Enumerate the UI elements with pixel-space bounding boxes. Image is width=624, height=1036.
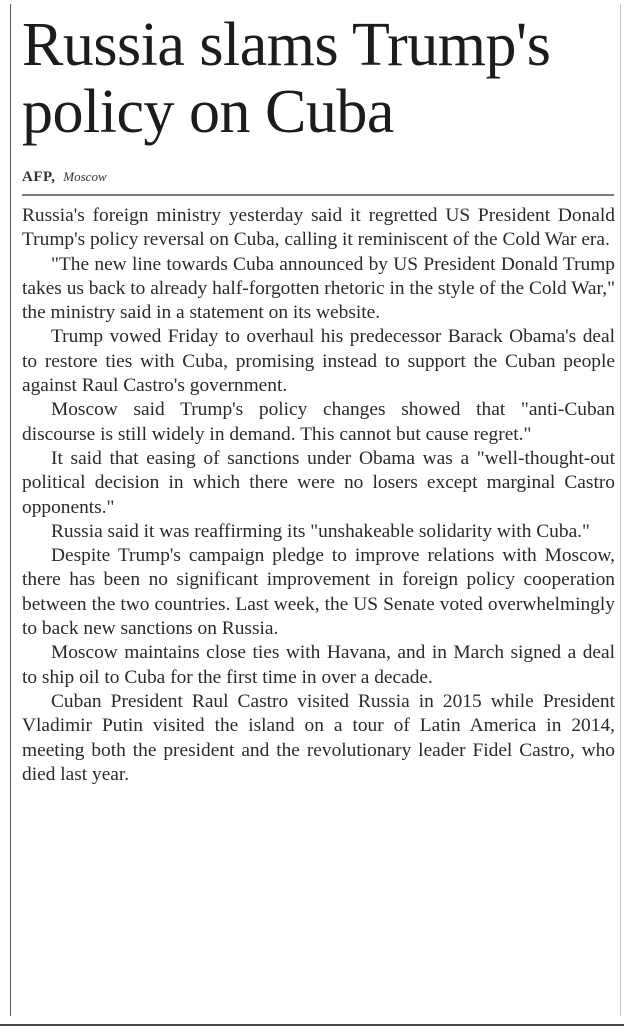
byline-dateline: Moscow [63, 169, 107, 184]
article-paragraph: Russia said it was reaffirming its "unshakeable solidarity with Cuba." [51, 520, 590, 542]
article-paragraph: It said that easing of sanctions under Obama was a "well-thought-out political decision in which there were no losers except marginal Castro opponents." [22, 447, 615, 518]
right-column-rule [620, 4, 621, 1016]
article-paragraph: Moscow maintains close ties with Havana, and in March signed a deal to ship oil to Cuba for the first time in over a decade. [22, 642, 615, 688]
article-paragraph: Despite Trump's campaign pledge to improve relations with Moscow, there has been no significant improvement in foreign policy cooperation between the two countries. Last week, the US Senate voted overwhelmingly to back new sanctions on Russia. [22, 545, 615, 640]
bottom-rule [0, 1024, 624, 1026]
headline: Russia slams Trump's policy on Cuba [22, 11, 551, 146]
article-paragraph: Trump vowed Friday to overhaul his predecessor Barack Obama's deal to restore ties with Cuba, promising instead to support the Cuban people against Raul Castro's government. [22, 326, 615, 397]
article-paragraph: Moscow said Trump's policy changes showed that "anti-Cuban discourse is still widely in demand. This cannot but cause regret." [22, 399, 615, 445]
byline-divider [22, 194, 614, 196]
byline [22, 169, 107, 186]
left-column-rule [10, 4, 11, 1016]
article-paragraph: Russia's foreign ministry yesterday said it regretted US President Donald Trump's policy reversal on Cuba, calling it reminiscent of the Cold War era. [22, 205, 615, 251]
article-body [22, 204, 615, 787]
byline-agency: AFP, [22, 169, 56, 185]
article-paragraph: "The new line towards Cuba announced by US President Donald Trump takes us back to already half-forgotten rhetoric in the style of the Cold War," the ministry said in a statement on its website. [22, 253, 615, 324]
article-paragraph: Cuban President Raul Castro visited Russia in 2015 while President Vladimir Putin visited the island on a tour of Latin America in 2014, meeting both the president and the revolutionary leader Fidel Castro, who died last year. [22, 690, 615, 785]
